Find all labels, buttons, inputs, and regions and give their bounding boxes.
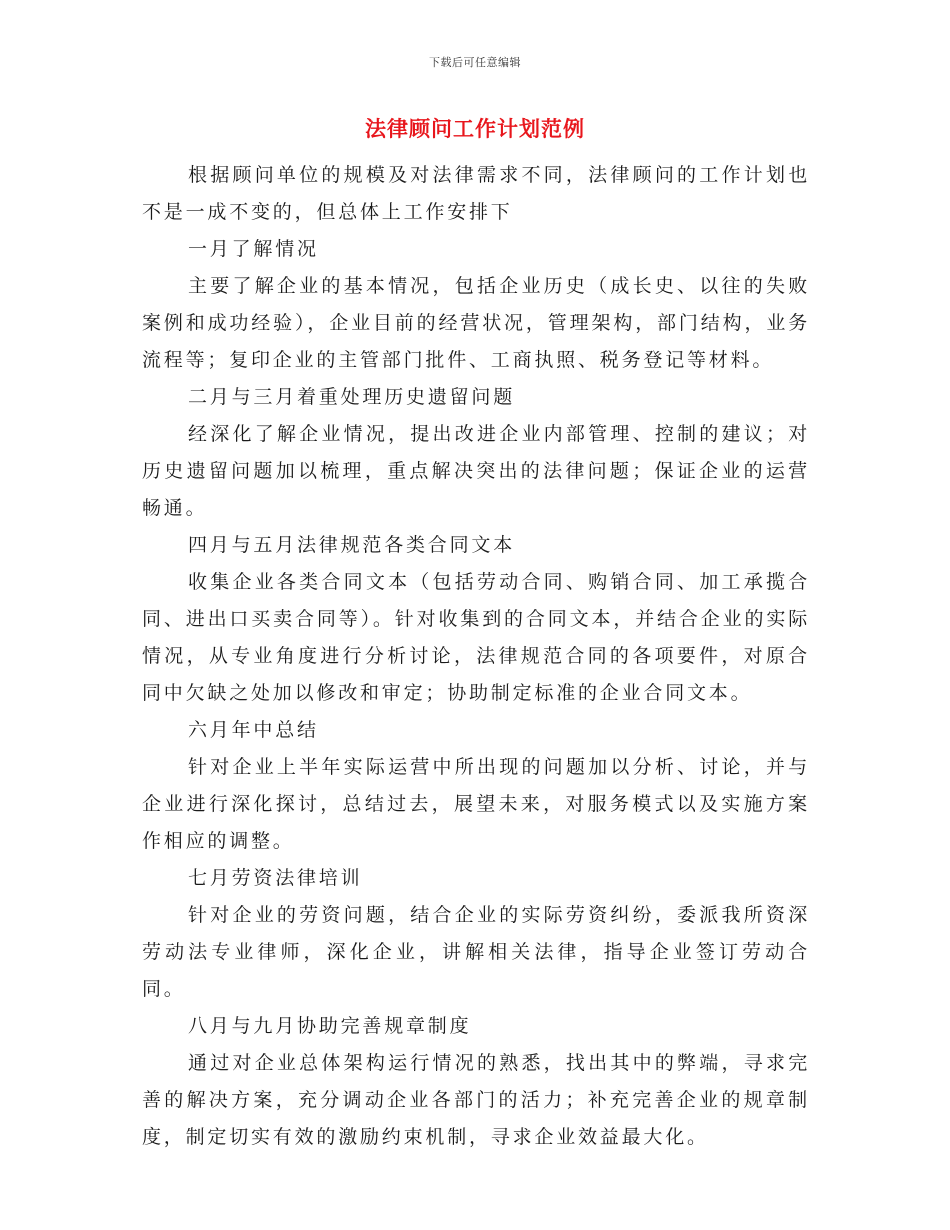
section-heading-feb-mar: 二月与三月着重处理历史遗留问题 <box>188 386 516 408</box>
document-title: 法律顾问工作计划范例 <box>365 116 585 141</box>
intro-paragraph: 根据顾问单位的规模及对法律需求不同，法律顾问的工作计划也不是一成不变的，但总体上工作安排下 <box>142 164 810 223</box>
document-body <box>142 157 810 1156</box>
paragraph-january: 主要了解企业的基本情况，包括企业历史（成长史、以往的失败案例和成功经验），企业目前的经营状况，管理架构，部门结构，业务流程等；复印企业的主管部门批件、工商执照、税务登记等材料。 <box>142 275 810 371</box>
paragraph-apr-may: 收集企业各类合同文本（包括劳动合同、购销合同、加工承揽合同、进出口买卖合同等）。针对收集到的合同文本，并结合企业的实际情况，从专业角度进行分析讨论，法律规范合同的各项要件，对原合同中欠缺之处加以修改和审定；协助制定标准的企业合同文本。 <box>142 571 810 704</box>
paragraph-june: 针对企业上半年实际运营中所出现的问题加以分析、讨论，并与企业进行深化探讨，总结过去，展望未来，对服务模式以及实施方案作相应的调整。 <box>142 756 810 852</box>
section-heading-july: 七月劳资法律培训 <box>188 867 363 889</box>
paragraph-july: 针对企业的劳资问题，结合企业的实际劳资纠纷，委派我所资深劳动法专业律师，深化企业，讲解相关法律，指导企业签订劳动合同。 <box>142 904 810 1000</box>
section-heading-aug-sep: 八月与九月协助完善规章制度 <box>188 1015 472 1037</box>
section-heading-june: 六月年中总结 <box>188 719 319 741</box>
section-heading-apr-may: 四月与五月法律规范各类合同文本 <box>188 534 516 556</box>
section-heading-january: 一月了解情况 <box>188 238 319 260</box>
paragraph-feb-mar: 经深化了解企业情况，提出改进企业内部管理、控制的建议；对历史遗留问题加以梳理，重点解决突出的法律问题；保证企业的运营畅通。 <box>142 423 810 519</box>
page-header-note: 下载后可任意编辑 <box>429 56 521 69</box>
paragraph-aug-sep: 通过对企业总体架构运行情况的熟悉，找出其中的弊端，寻求完善的解决方案，充分调动企业各部门的活力；补充完善企业的规章制度，制定切实有效的激励约束机制，寻求企业效益最大化。 <box>142 1052 810 1148</box>
